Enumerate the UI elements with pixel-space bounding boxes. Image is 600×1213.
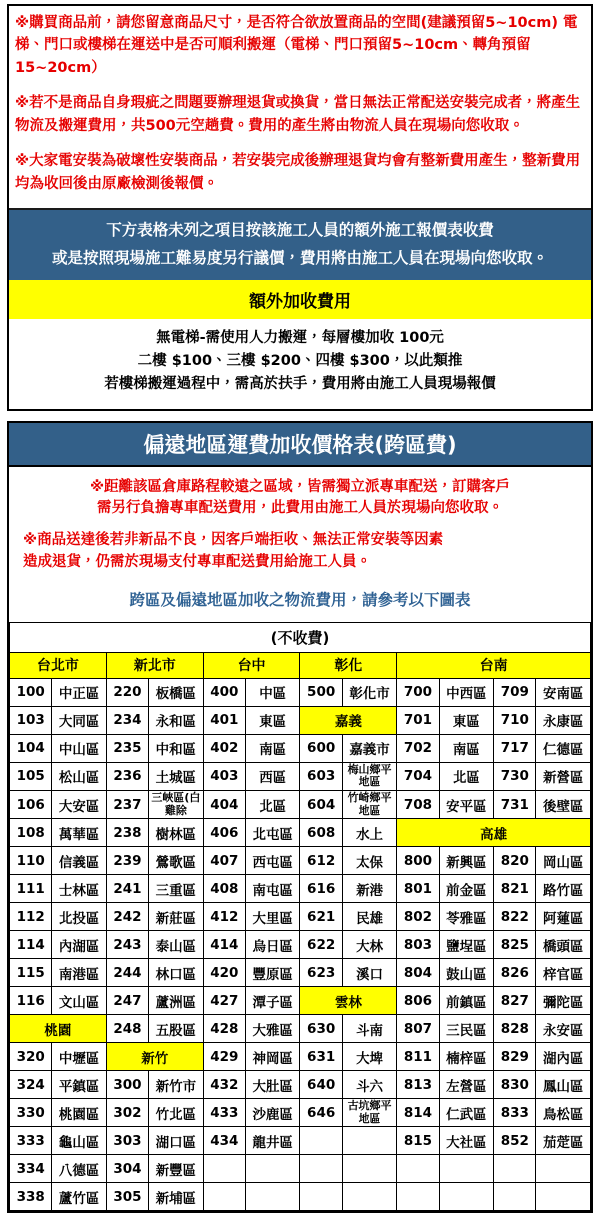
purchase-notice-section [7,4,593,411]
zipcode-cell: 234 [106,706,148,734]
district-cell [300,1183,342,1211]
zipcode-cell: 822 [494,903,536,931]
stair-fee-line1: 無電梯-需使用人力搬運，每層樓加收 100元 [156,330,444,347]
zipcode-cell: 827 [494,987,536,1015]
city-header-cell: 新北市 [106,652,203,678]
remote-warning-2-line2: 造成退貨，仍需於現場支付專車配送費用給施工人員。 [23,553,371,570]
zipcode-cell: 825 [494,931,536,959]
zipcode-cell: 244 [106,959,148,987]
zipcode-cell: 631 [300,1043,342,1071]
district-cell: 板橋區 [149,678,204,706]
zipcode-cell: 709 [494,678,536,706]
table-row [10,1099,591,1127]
district-cell: 梅山鄉平地區 [342,762,397,790]
region-merged-cell: 高雄 [397,819,591,847]
district-cell: 安平區 [439,790,494,818]
district-cell: 豐原區 [245,959,300,987]
zipcode-cell: 802 [397,903,439,931]
zipcode-cell: 821 [494,875,536,903]
zipcode-cell: 830 [494,1071,536,1099]
zipcode-cell: 604 [300,790,342,818]
district-cell: 中壢區 [52,1043,107,1071]
zipcode-cell: 333 [10,1127,52,1155]
district-cell: 文山區 [52,987,107,1015]
district-cell: 中山區 [52,734,107,762]
district-cell: 蘆洲區 [149,987,204,1015]
zipcode-cell: 406 [203,819,245,847]
district-cell: 大埤 [342,1043,397,1071]
table-row [10,762,591,790]
zipcode-cell: 404 [203,790,245,818]
zipcode-cell: 806 [397,987,439,1015]
district-cell: 苓雅區 [439,903,494,931]
district-cell: 嘉義市 [342,734,397,762]
table-row [10,1071,591,1099]
district-cell: 沙鹿區 [245,1099,300,1127]
district-cell: 中西區 [439,678,494,706]
district-cell: 斗六 [342,1071,397,1099]
remote-warning-2 [9,530,591,574]
district-cell [203,1183,245,1211]
zipcode-cell: 243 [106,931,148,959]
zipcode-cell: 612 [300,847,342,875]
zipcode-cell: 402 [203,734,245,762]
zipcode-cell: 242 [106,903,148,931]
district-cell: 永康區 [536,706,591,734]
zipcode-cell: 116 [10,987,52,1015]
zipcode-cell: 110 [10,847,52,875]
district-cell: 岡山區 [536,847,591,875]
district-cell: 五股區 [149,1015,204,1043]
zipcode-cell: 600 [300,734,342,762]
stair-fee-line3: 若樓梯搬運過程中，需高於扶手，費用將由施工人員現場報價 [104,376,496,393]
zipcode-cell: 820 [494,847,536,875]
zipcode-cell: 828 [494,1015,536,1043]
zipcode-cell: 114 [10,931,52,959]
district-cell: 中正區 [52,678,107,706]
district-cell: 信義區 [52,847,107,875]
district-cell: 湖內區 [536,1043,591,1071]
district-cell: 鶯歌區 [149,847,204,875]
table-row [10,903,591,931]
table-row [10,819,591,847]
district-cell [342,1183,397,1211]
district-cell: 龜山區 [52,1127,107,1155]
table-row [10,931,591,959]
zipcode-cell: 241 [106,875,148,903]
district-cell: 鳳山區 [536,1071,591,1099]
zipcode-cell: 100 [10,678,52,706]
zipcode-cell: 603 [300,762,342,790]
district-cell [494,1155,536,1183]
district-cell: 土城區 [149,762,204,790]
district-cell [203,1155,245,1183]
zipcode-cell: 608 [300,819,342,847]
zipcode-cell: 105 [10,762,52,790]
warning-return-fee-text: ※若不是商品自身瑕疵之問題要辦理退貨或換貨，當日無法正常配送安裝完成者，將產生物流及搬運費用，共500元空趟費。費用的產生將由物流人員在現場向您收取。 [15,95,581,134]
zipcode-cell: 238 [106,819,148,847]
stair-fee-block [9,319,591,409]
zipcode-cell: 320 [10,1043,52,1071]
zipcode-cell: 414 [203,931,245,959]
zipcode-cell: 304 [106,1155,148,1183]
table-row [10,1127,591,1155]
remote-reference-line: 跨區及偏遠地區加收之物流費用，請參考以下圖表 [129,590,471,609]
district-cell [245,1155,300,1183]
district-cell [300,1155,342,1183]
district-cell: 南港區 [52,959,107,987]
district-cell [397,1183,439,1211]
district-cell: 北區 [245,790,300,818]
zipcode-cell: 807 [397,1015,439,1043]
region-fee-table [9,622,591,1212]
zipcode-cell: 704 [397,762,439,790]
remote-warning-1-line2: 需另行負擔專車配送費用，此費用由施工人員於現場向您收取。 [97,500,503,517]
zipcode-cell: 621 [300,903,342,931]
remote-warning-2-line1: ※商品送達後若非新品不良，因客戶端拒收、無法正常安裝等因素 [23,532,444,549]
district-cell [536,1183,591,1211]
table-row [10,1155,591,1183]
extra-construction-line2: 或是按照現場施工難易度另行議價，費用將由施工人員在現場向您收取。 [51,249,548,268]
table-row [10,987,591,1015]
table-row [10,847,591,875]
district-cell: 大雅區 [245,1015,300,1043]
zipcode-cell: 616 [300,875,342,903]
district-cell: 溪口 [342,959,397,987]
remote-warning-1-line1: ※距離該區倉庫路程較遠之區域，皆需獨立派專車配送，訂購客戶 [89,478,511,495]
district-cell: 南屯區 [245,875,300,903]
table-row [10,678,591,706]
extra-construction-notice [9,208,591,280]
zipcode-cell: 324 [10,1071,52,1099]
remote-area-title: 偏遠地區運費加收價格表(跨區費) [9,423,591,467]
district-cell: 泰山區 [149,931,204,959]
city-header-cell: 台中 [203,652,300,678]
district-cell: 龍井區 [245,1127,300,1155]
zipcode-cell: 112 [10,903,52,931]
zipcode-cell: 248 [106,1015,148,1043]
table-free-row [10,622,591,652]
table-city-header-row [10,652,591,678]
district-cell: 中和區 [149,734,204,762]
zipcode-cell: 427 [203,987,245,1015]
zipcode-cell: 235 [106,734,148,762]
district-cell: 新營區 [536,762,591,790]
district-cell: 八德區 [52,1155,107,1183]
district-cell: 安南區 [536,678,591,706]
zipcode-cell: 500 [300,678,342,706]
district-cell: 西屯區 [245,847,300,875]
district-cell: 湖口區 [149,1127,204,1155]
district-cell: 大里區 [245,903,300,931]
district-cell: 潭子區 [245,987,300,1015]
stair-fee-line2: 二樓 $100、三樓 $200、四樓 $300，以此類推 [137,353,463,370]
district-cell: 水上 [342,819,397,847]
district-cell [342,1155,397,1183]
district-cell: 梓官區 [536,959,591,987]
table-row [10,706,591,734]
zipcode-cell: 401 [203,706,245,734]
zipcode-cell: 303 [106,1127,148,1155]
region-merged-cell: 嘉義 [300,706,397,734]
zipcode-cell: 432 [203,1071,245,1099]
zipcode-cell: 623 [300,959,342,987]
zipcode-cell: 408 [203,875,245,903]
zipcode-cell: 305 [106,1183,148,1211]
district-cell: 三重區 [149,875,204,903]
district-cell [439,1155,494,1183]
zipcode-cell: 829 [494,1043,536,1071]
district-cell: 彌陀區 [536,987,591,1015]
table-row [10,734,591,762]
region-table-body [10,678,591,1211]
district-cell: 北屯區 [245,819,300,847]
region-merged-cell: 新竹 [106,1043,203,1071]
district-cell [536,1155,591,1183]
district-cell: 北投區 [52,903,107,931]
district-cell: 三民區 [439,1015,494,1043]
district-cell: 大安區 [52,790,107,818]
district-cell: 三峽區(白雞除 [149,790,204,818]
district-cell [494,1183,536,1211]
zipcode-cell: 400 [203,678,245,706]
district-cell: 新莊區 [149,903,204,931]
district-cell: 士林區 [52,875,107,903]
district-cell: 路竹區 [536,875,591,903]
district-cell: 後壁區 [536,790,591,818]
district-cell: 神岡區 [245,1043,300,1071]
district-cell: 東區 [439,706,494,734]
table-row [10,790,591,818]
district-cell [397,1155,439,1183]
zipcode-cell: 710 [494,706,536,734]
district-cell: 永安區 [536,1015,591,1043]
table-row [10,875,591,903]
zipcode-cell: 115 [10,959,52,987]
zipcode-cell: 108 [10,819,52,847]
zipcode-cell: 622 [300,931,342,959]
district-cell: 仁德區 [536,734,591,762]
zipcode-cell: 730 [494,762,536,790]
district-cell: 古坑鄉平地區 [342,1099,397,1127]
district-cell: 橋頭區 [536,931,591,959]
district-cell: 鳥松區 [536,1099,591,1127]
zipcode-cell: 434 [203,1127,245,1155]
zipcode-cell: 833 [494,1099,536,1127]
district-cell: 新竹市 [149,1071,204,1099]
zipcode-cell: 104 [10,734,52,762]
warning-appliance-text: ※大家電安裝為破壞性安裝商品，若安裝完成後辦理退貨均會有整新費用產生，整新費用均為收回後由原廠檢測後報價。 [15,153,581,192]
district-cell: 西區 [245,762,300,790]
district-cell: 新豐區 [149,1155,204,1183]
district-cell: 平鎮區 [52,1071,107,1099]
district-cell: 大同區 [52,706,107,734]
zipcode-cell: 646 [300,1099,342,1127]
city-header-cell: 台南 [397,652,591,678]
district-cell: 內湖區 [52,931,107,959]
district-cell: 松山區 [52,762,107,790]
zipcode-cell: 106 [10,790,52,818]
district-cell: 鼓山區 [439,959,494,987]
district-cell: 新興區 [439,847,494,875]
zipcode-cell: 330 [10,1099,52,1127]
zipcode-cell: 220 [106,678,148,706]
district-cell [300,1127,342,1155]
zipcode-cell: 239 [106,847,148,875]
zipcode-cell: 433 [203,1099,245,1127]
district-cell: 民雄 [342,903,397,931]
district-cell: 新埔區 [149,1183,204,1211]
district-cell: 仁武區 [439,1099,494,1127]
district-cell [439,1183,494,1211]
zipcode-cell: 630 [300,1015,342,1043]
zipcode-cell: 407 [203,847,245,875]
remote-area-section [7,421,593,1213]
table-row [10,1015,591,1043]
zipcode-cell: 111 [10,875,52,903]
zipcode-cell: 708 [397,790,439,818]
zipcode-cell: 801 [397,875,439,903]
district-cell: 南區 [439,734,494,762]
zipcode-cell: 403 [203,762,245,790]
district-cell [342,1127,397,1155]
zipcode-cell: 428 [203,1015,245,1043]
district-cell: 阿蓮區 [536,903,591,931]
zipcode-cell: 800 [397,847,439,875]
district-cell: 新港 [342,875,397,903]
zipcode-cell: 814 [397,1099,439,1127]
district-cell: 林口區 [149,959,204,987]
district-cell: 永和區 [149,706,204,734]
table-row [10,959,591,987]
extra-construction-line1: 下方表格未列之項目按該施工人員的額外施工報價表收費 [106,221,494,240]
zipcode-cell: 247 [106,987,148,1015]
zipcode-cell: 804 [397,959,439,987]
zipcode-cell: 640 [300,1071,342,1099]
zipcode-cell: 338 [10,1183,52,1211]
district-cell: 桃園區 [52,1099,107,1127]
district-cell: 南區 [245,734,300,762]
district-cell: 竹崎鄉平地區 [342,790,397,818]
district-cell: 前鎮區 [439,987,494,1015]
district-cell: 烏日區 [245,931,300,959]
zipcode-cell: 852 [494,1127,536,1155]
district-cell: 太保 [342,847,397,875]
district-cell: 楠梓區 [439,1043,494,1071]
district-cell [245,1183,300,1211]
district-cell: 中區 [245,678,300,706]
district-cell: 北區 [439,762,494,790]
district-cell: 大林 [342,931,397,959]
zipcode-cell: 803 [397,931,439,959]
district-cell: 前金區 [439,875,494,903]
warning-size-text: ※購買商品前，請您留意商品尺寸，是否符合欲放置商品的空間(建議預留5~10cm) 電梯、門口或樓梯在運送中是否可順利搬運（電梯、門口預留5~10cm、轉角預留15~20cm） [15,15,578,76]
district-cell: 大社區 [439,1127,494,1155]
district-cell: 竹北區 [149,1099,204,1127]
district-cell: 鹽埕區 [439,931,494,959]
zipcode-cell: 811 [397,1043,439,1071]
district-cell: 蘆竹區 [52,1183,107,1211]
zipcode-cell: 300 [106,1071,148,1099]
zipcode-cell: 701 [397,706,439,734]
city-header-cell: 彰化 [300,652,397,678]
zipcode-cell: 429 [203,1043,245,1071]
zipcode-cell: 826 [494,959,536,987]
zipcode-cell: 813 [397,1071,439,1099]
zipcode-cell: 236 [106,762,148,790]
region-merged-cell: 雲林 [300,987,397,1015]
district-cell: 萬華區 [52,819,107,847]
zipcode-cell: 815 [397,1127,439,1155]
zipcode-cell: 702 [397,734,439,762]
district-cell: 大肚區 [245,1071,300,1099]
district-cell: 彰化市 [342,678,397,706]
table-row [10,1183,591,1211]
table-row [10,1043,591,1071]
district-cell: 斗南 [342,1015,397,1043]
district-cell: 樹林區 [149,819,204,847]
city-header-cell: 台北市 [10,652,107,678]
zipcode-cell: 334 [10,1155,52,1183]
zipcode-cell: 717 [494,734,536,762]
region-merged-cell: 桃園 [10,1015,107,1043]
table-free-label: (不收費) [10,622,591,652]
zipcode-cell: 302 [106,1099,148,1127]
zipcode-cell: 412 [203,903,245,931]
zipcode-cell: 237 [106,790,148,818]
district-cell: 茄萣區 [536,1127,591,1155]
zipcode-cell: 103 [10,706,52,734]
remote-warning-1 [9,477,591,521]
district-cell: 東區 [245,706,300,734]
district-cell: 左營區 [439,1071,494,1099]
zipcode-cell: 731 [494,790,536,818]
zipcode-cell: 700 [397,678,439,706]
warning-text-block [9,6,591,195]
extra-fee-title: 額外加收費用 [9,280,591,319]
zipcode-cell: 420 [203,959,245,987]
